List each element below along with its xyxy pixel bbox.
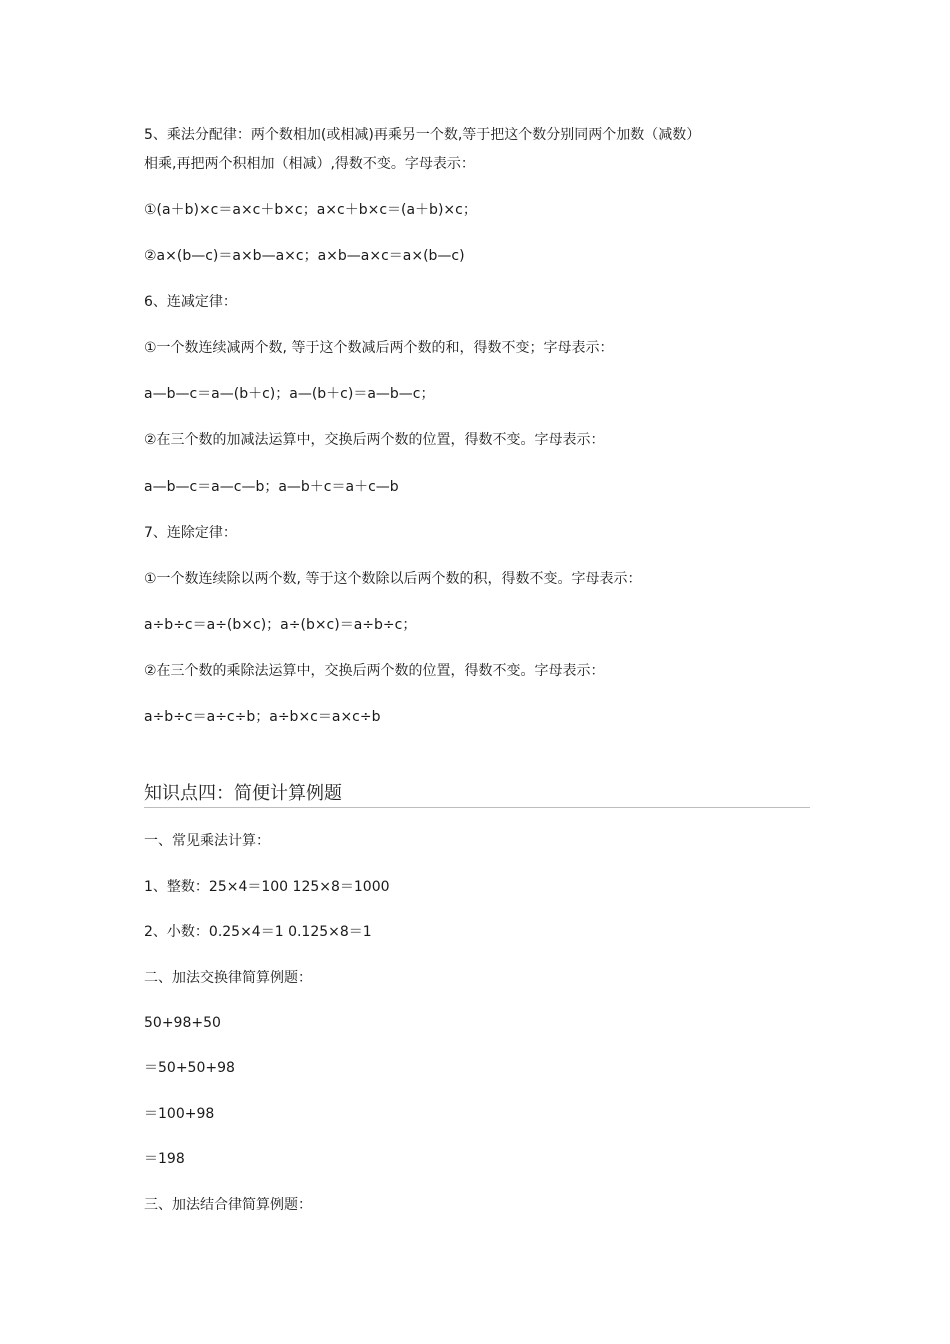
law6-desc2: ②在三个数的加减法运算中，交换后两个数的位置，得数不变。字母表示： bbox=[144, 432, 605, 448]
law6-title: 6、连减定律： bbox=[144, 294, 237, 310]
section-heading: 知识点四：简便计算例题 bbox=[144, 783, 342, 804]
law5-line2: 相乘,再把两个积相加（相减）,得数不变。字母表示： bbox=[144, 156, 475, 172]
law5-line1: 5、乘法分配律：两个数相加(或相减)再乘另一个数,等于把这个数分别同两个加数（减数） bbox=[144, 127, 701, 143]
common-mult-title: 一、常见乘法计算： bbox=[144, 833, 270, 849]
calc-step-4: ＝198 bbox=[144, 1151, 185, 1167]
law7-title: 7、连除定律： bbox=[144, 525, 237, 541]
integers-example: 1、整数：25×4＝100 125×8＝1000 bbox=[144, 879, 390, 895]
law7-formula2: a÷b÷c＝a÷c÷b；a÷b×c＝a×c÷b bbox=[144, 709, 381, 725]
law7-formula1: a÷b÷c＝a÷(b×c)；a÷(b×c)＝a÷b÷c； bbox=[144, 617, 417, 633]
law6-desc1: ①一个数连续减两个数, 等于这个数减后两个数的和，得数不变；字母表示： bbox=[144, 340, 614, 356]
law6-formula2: a—b—c＝a—c—b；a—b＋c＝a＋c—b bbox=[144, 479, 399, 495]
calc-step-2: ＝50+50+98 bbox=[144, 1060, 235, 1076]
add-associative-title: 三、加法结合律简算例题： bbox=[144, 1197, 312, 1213]
heading-divider bbox=[144, 807, 810, 808]
law5-formula2: ②a×(b—c)＝a×b—a×c；a×b—a×c＝a×(b—c) bbox=[144, 248, 465, 264]
law7-desc1: ①一个数连续除以两个数, 等于这个数除以后两个数的积，得数不变。字母表示： bbox=[144, 571, 642, 587]
calc-step-3: ＝100+98 bbox=[144, 1106, 215, 1122]
decimals-example: 2、小数：0.25×4＝1 0.125×8＝1 bbox=[144, 924, 372, 940]
add-commutative-title: 二、加法交换律简算例题： bbox=[144, 970, 312, 986]
law6-formula1: a—b—c＝a—(b＋c)；a—(b＋c)＝a—b—c； bbox=[144, 386, 435, 402]
calc-step-1: 50+98+50 bbox=[144, 1015, 221, 1031]
law7-desc2: ②在三个数的乘除法运算中，交换后两个数的位置，得数不变。字母表示： bbox=[144, 663, 605, 679]
law5-formula1: ①(a＋b)×c＝a×c＋b×c；a×c＋b×c＝(a＋b)×c； bbox=[144, 202, 477, 218]
